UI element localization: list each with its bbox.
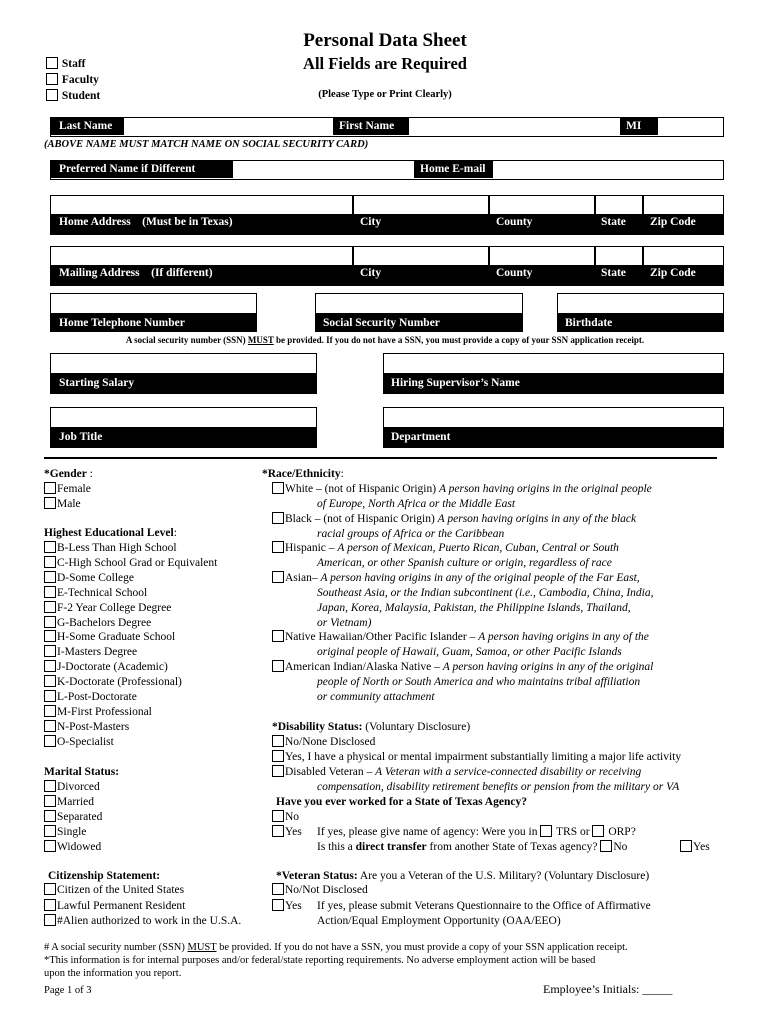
- education-level-option[interactable]: K-Doctorate (Professional): [44, 675, 182, 690]
- mailing-address-input[interactable]: [50, 246, 353, 266]
- checkbox-icon[interactable]: [46, 57, 58, 69]
- checkbox-icon[interactable]: [272, 810, 284, 822]
- race-black-desc: racial groups of Africa or the Caribbean: [317, 528, 505, 540]
- veteran-no-option[interactable]: No/Not Disclosed: [272, 883, 368, 898]
- mailing-zip-input[interactable]: [643, 246, 724, 266]
- page-number: Page 1 of 3: [44, 985, 92, 996]
- birthdate-input[interactable]: [557, 293, 724, 314]
- checkbox-icon[interactable]: [44, 497, 56, 509]
- education-level-option[interactable]: N-Post-Masters: [44, 720, 129, 735]
- citizenship-heading: Citizenship Statement:: [48, 870, 161, 882]
- veteran-yes-option[interactable]: Yes: [272, 899, 302, 914]
- checkbox-icon[interactable]: [44, 571, 56, 583]
- education-level-option[interactable]: M-First Professional: [44, 705, 152, 720]
- footer-ssn-note: # A social security number (SSN) MUST be provided. If you do not have a SSN, you must provide a copy of your SSN application receipt.: [44, 942, 628, 953]
- checkbox-icon[interactable]: [44, 616, 56, 628]
- disability-yes-option[interactable]: Yes, I have a physical or mental impairment substantially limiting a major life activity: [272, 750, 681, 765]
- education-level-option[interactable]: H-Some Graduate School: [44, 630, 175, 645]
- mailing-city-label: City: [360, 267, 382, 279]
- checkbox-icon[interactable]: [272, 750, 284, 762]
- checkbox-icon[interactable]: [46, 73, 58, 85]
- race-heading: *Race/Ethnicity:: [262, 468, 344, 480]
- marital-status-option[interactable]: Separated: [44, 810, 102, 825]
- marital-status-option[interactable]: Married: [44, 795, 94, 810]
- ssn-label: Social Security Number: [315, 314, 523, 332]
- race-asian-option[interactable]: Asian– A person having origins in any of the original people of the Far East,: [272, 571, 640, 586]
- race-black-option[interactable]: Black – (not of Hispanic Origin) A person having origins in any of the black: [272, 512, 636, 527]
- education-level-option[interactable]: J-Doctorate (Academic): [44, 660, 168, 675]
- hiring-supervisor-label: Hiring Supervisor’s Name: [383, 374, 724, 394]
- home-state-label: State: [601, 216, 626, 228]
- direct-transfer-question: Is this a direct transfer from another State of Texas agency? No: [317, 841, 628, 853]
- citizenship-permanent-option[interactable]: Lawful Permanent Resident: [44, 899, 185, 914]
- veteran-yes-detail: If yes, please submit Veterans Questionnaire to the Office of Affirmative: [317, 900, 651, 912]
- last-name-label: Last Name: [50, 117, 124, 135]
- race-asian-desc-2: Japan, Korea, Malaysia, Pakistan, the Philippine Islands, Thailand,: [317, 602, 631, 614]
- starting-salary-label: Starting Salary: [50, 374, 317, 394]
- role-staff-option[interactable]: Staff: [46, 57, 86, 72]
- checkbox-icon[interactable]: [272, 899, 284, 911]
- checkbox-icon[interactable]: [272, 541, 284, 553]
- department-label: Department: [383, 428, 724, 448]
- race-hawaiian-option[interactable]: Native Hawaiian/Other Pacific Islander – A person having origins in any of the: [272, 630, 649, 645]
- veteran-yes-detail-2: Action/Equal Employment Opportunity (OAA/EEO): [317, 915, 561, 927]
- checkbox-icon[interactable]: [44, 780, 56, 792]
- checkbox-icon[interactable]: [44, 720, 56, 732]
- footer-purpose-note-2: upon the information you report.: [44, 968, 182, 979]
- gender-heading: *Gender :: [44, 468, 93, 480]
- race-hawaiian-desc: original people of Hawaii, Guam, Samoa, or other Pacific Islands: [317, 646, 622, 658]
- home-state-input[interactable]: [595, 195, 643, 215]
- state-agency-no-option[interactable]: No: [272, 810, 299, 825]
- education-level-option[interactable]: C-High School Grad or Equivalent: [44, 556, 217, 571]
- checkbox-icon[interactable]: [44, 735, 56, 747]
- checkbox-icon[interactable]: [272, 571, 284, 583]
- home-county-input[interactable]: [489, 195, 595, 215]
- transfer-no-checkbox[interactable]: [600, 840, 612, 852]
- ssn-note: A social security number (SSN) MUST be provided. If you do not have a SSN, you must provide a copy of your SSN application receipt.: [125, 335, 645, 345]
- gender-male-option[interactable]: Male: [44, 497, 81, 512]
- checkbox-icon[interactable]: [272, 482, 284, 494]
- mailing-state-input[interactable]: [595, 246, 643, 266]
- checkbox-icon[interactable]: [44, 556, 56, 568]
- race-hispanic-desc: American, or other Spanish culture or origin, regardless of race: [317, 557, 612, 569]
- marital-status-option[interactable]: Widowed: [44, 840, 101, 855]
- disability-veteran-desc: compensation, disability retirement benefits or pension from the military or VA: [317, 781, 680, 793]
- mailing-city-input[interactable]: [353, 246, 489, 266]
- preferred-name-label: Preferred Name if Different: [50, 160, 233, 178]
- direct-transfer-yes-option[interactable]: Yes: [680, 840, 710, 855]
- footer-purpose-note: *This information is for internal purposes and/or federal/state reporting requirements. No adverse employment action will be based: [44, 955, 596, 966]
- citizenship-us-option[interactable]: Citizen of the United States: [44, 883, 184, 898]
- education-level-option[interactable]: E-Technical School: [44, 586, 147, 601]
- role-student-option[interactable]: Student: [46, 89, 100, 104]
- state-agency-question: Have you ever worked for a State of Texas Agency?: [276, 796, 527, 808]
- gender-female-option[interactable]: Female: [44, 482, 91, 497]
- race-asian-desc-3: or Vietnam): [317, 617, 372, 629]
- race-american-indian-desc-2: or community attachment: [317, 691, 435, 703]
- checkbox-icon[interactable]: [272, 825, 284, 837]
- instruction-text: (Please Type or Print Clearly): [318, 89, 452, 100]
- section-divider: [44, 457, 717, 459]
- checkbox-icon[interactable]: [44, 690, 56, 702]
- race-asian-desc-1: Southeast Asia, or the Indian subcontinent (i.e., Cambodia, China, India,: [317, 587, 654, 599]
- checkbox-icon[interactable]: [44, 899, 56, 911]
- department-input[interactable]: [383, 407, 724, 428]
- checkbox-icon[interactable]: [44, 675, 56, 687]
- race-white-desc: of Europe, North Africa or the Middle East: [317, 498, 516, 510]
- checkbox-icon[interactable]: [44, 601, 56, 613]
- home-city-input[interactable]: [353, 195, 489, 215]
- first-name-label: First Name: [333, 117, 409, 135]
- education-level-option[interactable]: I-Masters Degree: [44, 645, 137, 660]
- page-title: Personal Data Sheet: [303, 30, 467, 51]
- home-address-input[interactable]: [50, 195, 353, 215]
- orp-checkbox[interactable]: [592, 825, 604, 837]
- education-level-option[interactable]: G-Bachelors Degree: [44, 616, 151, 631]
- race-hispanic-option[interactable]: Hispanic – A person of Mexican, Puerto Rican, Cuban, Central or South: [272, 541, 619, 556]
- ssn-input[interactable]: [315, 293, 523, 314]
- education-heading: Highest Educational Level:: [44, 527, 177, 539]
- marital-heading: Marital Status:: [44, 766, 120, 778]
- checkbox-icon[interactable]: [272, 883, 284, 895]
- disability-veteran-option[interactable]: Disabled Veteran – A Veteran with a service-connected disability or receiving: [272, 765, 641, 780]
- race-american-indian-desc-1: people of North or South America and who maintains tribal affiliation: [317, 676, 641, 688]
- mi-label: MI: [620, 117, 658, 135]
- checkbox-icon[interactable]: [44, 914, 56, 926]
- home-email-label: Home E-mail: [414, 160, 493, 178]
- home-zip-input[interactable]: [643, 195, 724, 215]
- checkbox-icon[interactable]: [272, 630, 284, 642]
- checkbox-icon[interactable]: [44, 810, 56, 822]
- disability-none-option[interactable]: No/None Disclosed: [272, 735, 375, 750]
- checkbox-icon[interactable]: [272, 512, 284, 524]
- checkbox-icon[interactable]: [44, 482, 56, 494]
- mailing-county-label: County: [496, 267, 533, 279]
- checkbox-icon[interactable]: [44, 795, 56, 807]
- checkbox-icon[interactable]: [44, 586, 56, 598]
- checkbox-icon[interactable]: [272, 735, 284, 747]
- mailing-zip-label: Zip Code: [650, 267, 696, 279]
- education-level-option[interactable]: F-2 Year College Degree: [44, 601, 171, 616]
- page-subtitle: All Fields are Required: [303, 54, 467, 73]
- race-american-indian-option[interactable]: American Indian/Alaska Native – A person having origins in any of the original: [272, 660, 653, 675]
- education-level-option[interactable]: B-Less Than High School: [44, 541, 177, 556]
- checkbox-icon[interactable]: [44, 825, 56, 837]
- role-faculty-option[interactable]: Faculty: [46, 73, 99, 88]
- checkbox-icon[interactable]: [44, 645, 56, 657]
- mailing-address-label: Mailing Address (If different): [59, 267, 213, 279]
- checkbox-icon[interactable]: [680, 840, 692, 852]
- education-level-option[interactable]: D-Some College: [44, 571, 134, 586]
- job-title-label: Job Title: [50, 428, 317, 448]
- checkbox-icon[interactable]: [272, 765, 284, 777]
- home-phone-label: Home Telephone Number: [50, 314, 257, 332]
- mailing-state-label: State: [601, 267, 626, 279]
- checkbox-icon[interactable]: [272, 660, 284, 672]
- checkbox-icon[interactable]: [44, 883, 56, 895]
- home-county-label: County: [496, 216, 533, 228]
- disability-heading: *Disability Status: (Voluntary Disclosure): [272, 721, 471, 733]
- home-phone-input[interactable]: [50, 293, 257, 314]
- state-agency-yes-option[interactable]: Yes: [272, 825, 302, 840]
- job-title-input[interactable]: [50, 407, 317, 428]
- mailing-county-input[interactable]: [489, 246, 595, 266]
- checkbox-icon[interactable]: [44, 705, 56, 717]
- home-zip-label: Zip Code: [650, 216, 696, 228]
- hiring-supervisor-input[interactable]: [383, 353, 724, 374]
- state-agency-yes-detail: If yes, please give name of agency: Were you in TRS or ORP?: [317, 826, 636, 838]
- checkbox-icon[interactable]: [46, 89, 58, 101]
- education-level-option[interactable]: L-Post-Doctorate: [44, 690, 137, 705]
- home-city-label: City: [360, 216, 382, 228]
- education-level-option[interactable]: O-Specialist: [44, 735, 114, 750]
- marital-status-option[interactable]: Divorced: [44, 780, 100, 795]
- birthdate-label: Birthdate: [557, 314, 724, 332]
- marital-status-option[interactable]: Single: [44, 825, 86, 840]
- checkbox-icon[interactable]: [44, 630, 56, 642]
- checkbox-icon[interactable]: [44, 660, 56, 672]
- race-white-option[interactable]: White – (not of Hispanic Origin) A person having origins in the original people: [272, 482, 652, 497]
- checkbox-icon[interactable]: [44, 541, 56, 553]
- name-match-note: (ABOVE NAME MUST MATCH NAME ON SOCIAL SECURITY CARD): [44, 139, 369, 150]
- checkbox-icon[interactable]: [44, 840, 56, 852]
- veteran-heading: *Veteran Status: Are you a Veteran of the U.S. Military? (Voluntary Disclosure): [276, 870, 650, 882]
- citizenship-alien-option[interactable]: #Alien authorized to work in the U.S.A.: [44, 914, 241, 929]
- home-address-label: Home Address (Must be in Texas): [59, 216, 233, 228]
- employee-initials[interactable]: Employee’s Initials: _____: [543, 982, 673, 996]
- starting-salary-input[interactable]: [50, 353, 317, 374]
- trs-checkbox[interactable]: [540, 825, 552, 837]
